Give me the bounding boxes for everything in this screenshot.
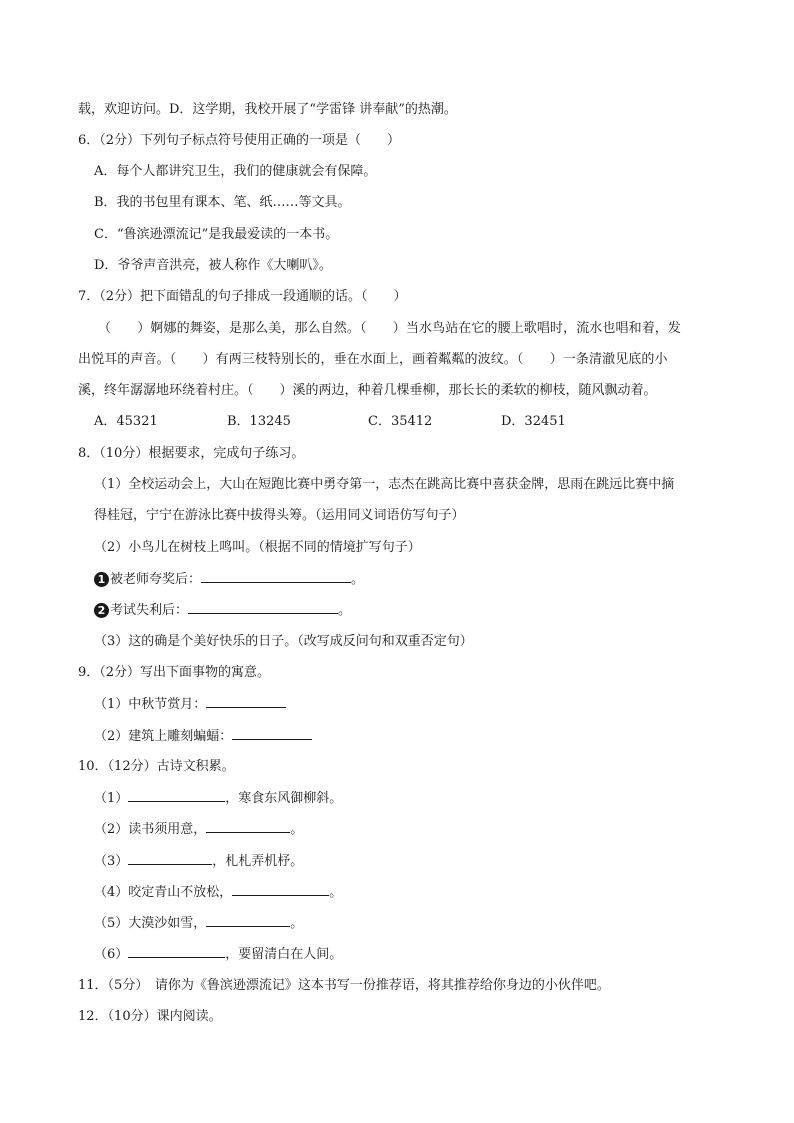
period: 。 <box>329 885 343 900</box>
period: 。 <box>290 916 304 931</box>
q7-option-d: D．32451 <box>501 414 566 429</box>
q10-sub-1 <box>94 788 342 809</box>
answer-blank[interactable] <box>232 882 329 896</box>
answer-blank[interactable] <box>201 569 351 583</box>
q7-option-a: A．45321 <box>94 414 158 429</box>
q7-option-c: C．35412 <box>368 414 433 429</box>
q8-item-1 <box>94 569 364 590</box>
question-11: 11．（5分） 请你为《鲁滨逊漂流记》这本书写一份推荐语，将其推荐给你身边的小伙伴吧。 <box>78 978 610 993</box>
q10-sub-1-prefix: （1） <box>94 791 129 806</box>
q10-sub-6-prefix: （6） <box>94 947 129 962</box>
answer-blank[interactable] <box>128 788 225 802</box>
q6-option-c: C．“鲁滨逊漂流记”是我最爱读的一本书。 <box>94 227 339 242</box>
question-7: 7．（2分）把下面错乱的句子排成一段通顺的话。（ ） <box>78 289 407 304</box>
q10-sub-5-text: （5）大漠沙如雪， <box>94 916 207 931</box>
q10-sub-4-text: （4）咬定青山不放松， <box>94 885 233 900</box>
answer-blank[interactable] <box>128 944 225 958</box>
answer-blank[interactable] <box>232 726 312 740</box>
period: 。 <box>338 603 352 618</box>
q7-option-b: B．13245 <box>227 414 291 429</box>
question-12: 12．（10分）课内阅读。 <box>78 1009 222 1024</box>
circled-number-2: 2 <box>94 603 109 618</box>
q8-item-2-label: 考试失利后： <box>110 603 189 618</box>
q10-sub-3-text: ，札札弄机杼。 <box>212 854 304 869</box>
q7-passage-line-1: （ ）婀娜的舞姿，是那么美，那么自然。（ ）当水鸟站在它的腰上歌唱时，流水也唱和着，发 <box>98 321 682 336</box>
q10-sub-5 <box>94 913 303 934</box>
answer-blank[interactable] <box>206 694 286 708</box>
q8-item-2 <box>94 600 351 621</box>
q7-passage-line-2: 出悦耳的声音。（ ）有两三枝特别长的，垂在水面上，画着粼粼的波纹。（ ）一条清澈见底的小 <box>78 352 668 367</box>
q7-options <box>94 412 566 432</box>
period: 。 <box>351 572 365 587</box>
q10-sub-6-text: ，要留清白在人间。 <box>225 947 343 962</box>
q10-sub-6 <box>94 944 342 965</box>
q8-sub-2: （2）小鸟儿在树枝上鸣叫。（根据不同的情境扩写句子） <box>94 540 421 555</box>
q10-sub-2 <box>94 819 303 840</box>
answer-blank[interactable] <box>206 913 290 927</box>
q10-sub-4 <box>94 882 342 903</box>
q6-option-b: B．我的书包里有课本、笔、纸……等文具。 <box>94 195 351 210</box>
answer-blank[interactable] <box>128 851 212 865</box>
period: 。 <box>290 822 304 837</box>
q9-sub-2-label: （2）建筑上雕刻蝙蝠： <box>94 729 233 744</box>
q9-sub-2 <box>94 726 312 747</box>
q6-option-d: D．爷爷声音洪亮，被人称作《大喇叭》。 <box>94 258 332 273</box>
q10-sub-3 <box>94 851 303 872</box>
circled-number-1: 1 <box>94 572 109 587</box>
question-10: 10．（12分）古诗文积累。 <box>78 759 235 774</box>
q10-sub-3-prefix: （3） <box>94 854 129 869</box>
q6-option-a: A．每个人都讲究卫生，我们的健康就会有保障。 <box>94 164 377 179</box>
q7-passage-line-3: 溪，终年潺潺地环绕着村庄。（ ）溪的两边，种着几棵垂柳，那长长的柔软的柳枝，随风飘动着。 <box>78 383 657 398</box>
q9-sub-1-label: （1）中秋节赏月： <box>94 697 207 712</box>
q8-sub-1-line-2: 得桂冠，宁宁在游泳比赛中拔得头筹。（运用同义词语仿写句子） <box>94 508 465 523</box>
question-8: 8．（10分）根据要求，完成句子练习。 <box>78 446 305 461</box>
q8-item-1-label: 被老师夸奖后： <box>110 572 202 587</box>
question-9: 9．（2分）写出下面事物的寓意。 <box>78 665 271 680</box>
q8-sub-1-line-1: （1）全校运动会上，大山在短跑比赛中勇夺第一，志杰在跳高比赛中喜获金牌，思雨在跳远比赛中摘 <box>94 477 675 492</box>
text-line-continuation: 载，欢迎访问。D．这学期，我校开展了“学雷锋 讲奉献”的热潮。 <box>78 102 457 117</box>
q8-sub-3: （3）这的确是个美好快乐的日子。（改写成反问句和双重否定句） <box>94 634 473 649</box>
q10-sub-1-text: ，寒食东风御柳斜。 <box>225 791 343 806</box>
question-6: 6．（2分）下列句子标点符号使用正确的一项是（ ） <box>78 133 401 148</box>
q9-sub-1 <box>94 694 286 715</box>
q10-sub-2-text: （2）读书须用意， <box>94 822 207 837</box>
answer-blank[interactable] <box>206 819 290 833</box>
answer-blank[interactable] <box>188 600 338 614</box>
